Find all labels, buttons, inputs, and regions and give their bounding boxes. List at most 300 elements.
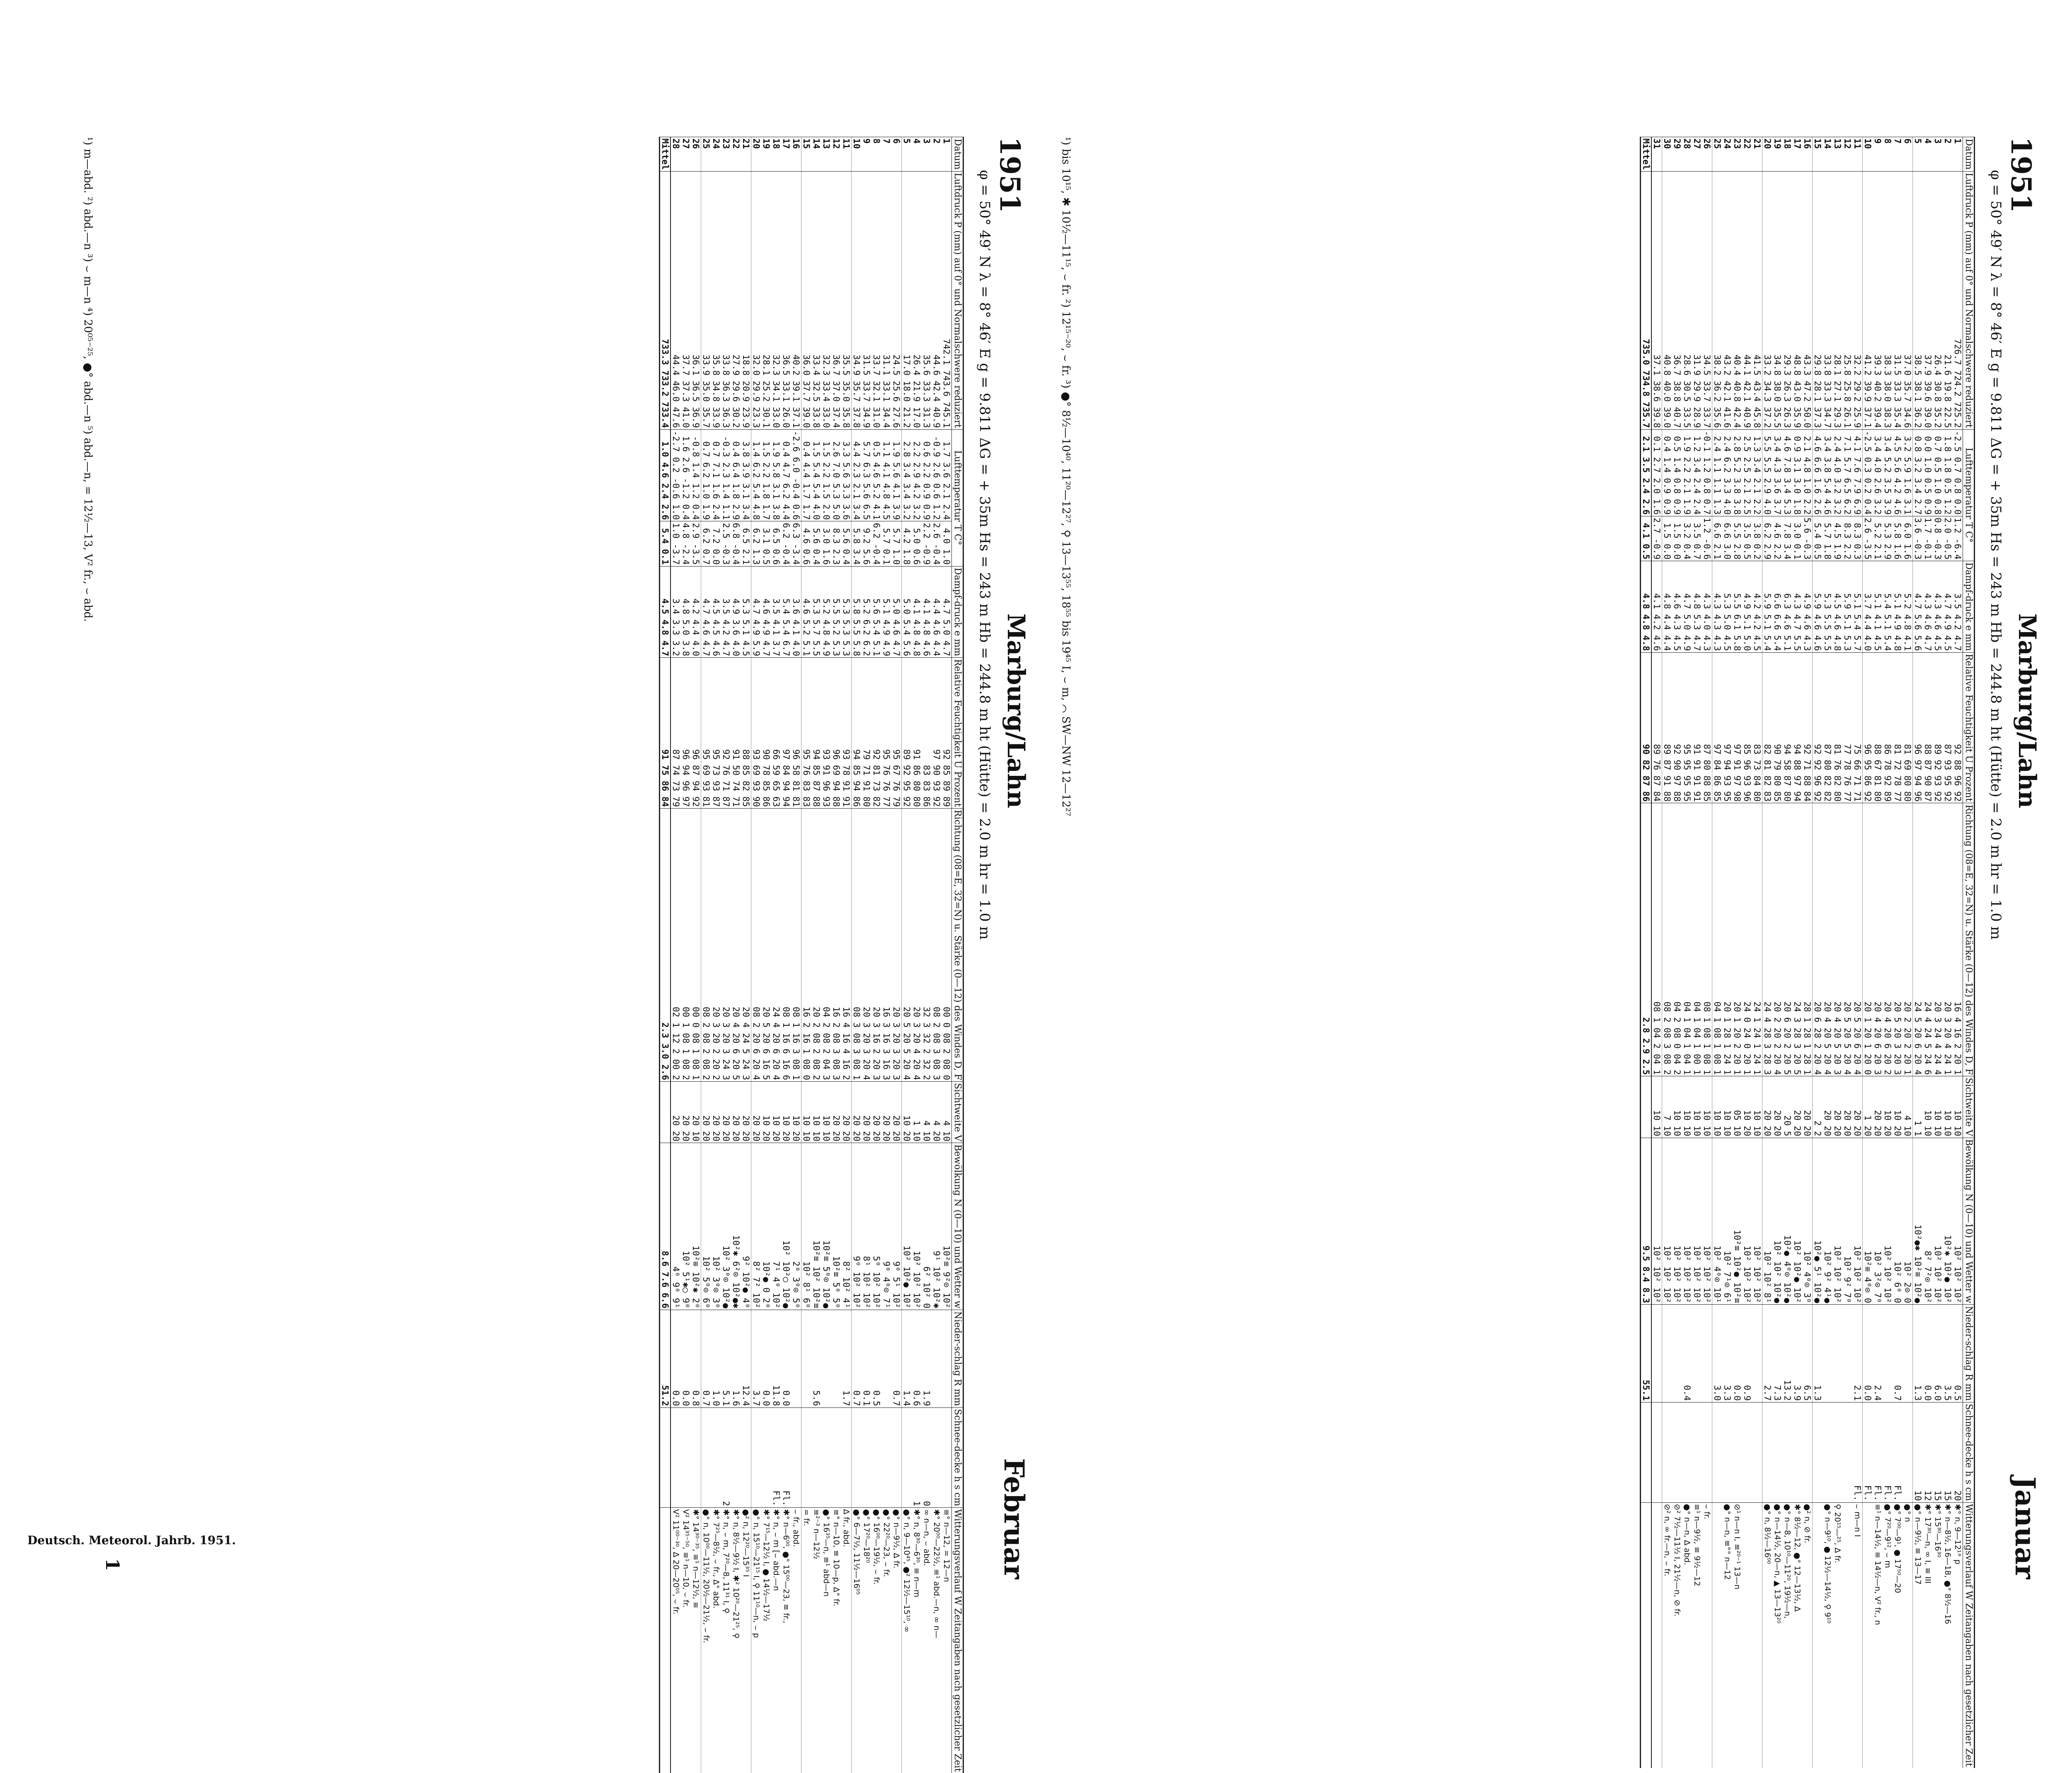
cell-v: 20 20	[711, 1082, 721, 1143]
column-header-c2: Luftdruck P (mm) auf 0° und Normalschwere reduziert	[1963, 171, 1975, 429]
cell-e: 3.6 4.1 4.0	[791, 566, 801, 658]
table-row	[1863, 137, 1873, 1768]
cell-wind: 00 0 08 2 08 0	[942, 808, 952, 1081]
month-block-januar	[1059, 137, 2045, 1579]
table-row	[1943, 137, 1953, 1768]
table-row	[1692, 137, 1702, 1768]
cell-w: ●° n—9½, ∆ fr.	[891, 1508, 902, 1773]
cell-n: 10² 7¹⊙ 6¹	[1722, 1138, 1732, 1305]
cell-p: 28.6 30.5 33.5	[1682, 171, 1692, 429]
cell-w: ✱° n—8½, 16—18, ●° 8½—16	[1943, 1502, 1953, 1768]
cell-e: 5.2 4.8 4.9	[821, 566, 831, 658]
cell-mx: 5.4 0.5	[1813, 516, 1823, 561]
cell-d: 3	[922, 137, 932, 172]
table-row	[741, 137, 751, 1773]
cell-r: 0.0	[681, 1310, 691, 1407]
mean-e: 4.8 4.8 4.8	[1641, 561, 1652, 652]
cell-t: 0.1 2.7 2.0 1.6	[1651, 429, 1662, 516]
cell-wind: 16 4 16 2 20 1	[1953, 803, 1963, 1076]
cell-mx: 8.3 2.2	[1842, 516, 1852, 561]
mean-r: 55.1	[1641, 1305, 1652, 1402]
cell-w: ≡²⁻³ n—12½	[811, 1508, 821, 1773]
cell-mx: 3.1 0.5	[761, 521, 771, 566]
cell-wind: 24 4 20 6 20 4	[771, 808, 781, 1081]
cell-p: 38.3 38.0 38.3	[1883, 171, 1893, 429]
cell-d: 9	[1873, 137, 1883, 172]
table-row	[1792, 137, 1802, 1768]
cell-t: -0.9 2.6 0.6 1.2	[932, 429, 942, 521]
cell-wind: 20 5 20 5 20 4	[1842, 803, 1852, 1076]
cell-u: 90 79 80 85	[1772, 652, 1782, 803]
cell-s	[902, 1407, 912, 1508]
cell-v: 20 20	[1802, 1076, 1813, 1138]
cell-wind: 20 6 20 2 20 5	[1782, 803, 1792, 1076]
cell-v: 4 10	[922, 1082, 932, 1143]
cell-p: 36.1 36.5 36.9	[691, 171, 701, 429]
cell-v: 10 20	[1883, 1076, 1893, 1138]
cell-wind: 08 1 04 2 04 1	[1651, 803, 1662, 1076]
cell-e: 4.8 5.0 3.8	[681, 566, 691, 658]
cell-w: ⊘² n, ∞ fr.—n, ⌣ fr.	[1662, 1502, 1673, 1768]
cell-p: 26.4 21.9 17.0	[912, 171, 922, 429]
cell-e: 4.3 4.6 4.7	[1923, 561, 1933, 652]
table-row	[1933, 137, 1943, 1768]
table-row	[1823, 137, 1832, 1768]
cell-e: 4.8 5.3 4.7	[1692, 561, 1702, 652]
cell-mx: 2.7 -0.9	[1651, 516, 1662, 561]
cell-e: 4.2 4.2 4.5	[1752, 561, 1762, 652]
observations-table	[1640, 137, 1975, 1768]
cell-u: 87 80 82 82	[1823, 652, 1832, 803]
year-label: 1951	[994, 137, 1026, 213]
cell-p: 36.7 37.0 37.4	[831, 171, 841, 429]
table-row	[871, 137, 881, 1773]
cell-u: 75 66 71 71	[1852, 652, 1863, 803]
cell-w: ●° 7⁰⁰—9¹, ● 17⁵⁰—20	[1893, 1502, 1903, 1768]
cell-wind: 20 6 28 2 20 4	[1813, 803, 1823, 1076]
cell-u: 92 92 96 92	[1813, 652, 1823, 803]
cell-d: 5	[902, 137, 912, 172]
cell-mx: 3.5 0.7	[1692, 516, 1702, 561]
cell-w: = fr.	[801, 1508, 812, 1773]
cell-w: ●° n—9½, ≡ 13—17	[1913, 1502, 1923, 1768]
cell-n: 10²● 0 2⁰	[761, 1143, 771, 1310]
cell-w: ●° 6—7½, 11½—16⁰⁵	[852, 1508, 862, 1773]
cell-wind: 08 1 08 1 08 1	[1702, 803, 1712, 1076]
mean-s	[1641, 1402, 1652, 1502]
cell-n: 10²●✱ 10²≡ 10²●	[1913, 1138, 1923, 1305]
cell-e: 5.3 5.0 4.5	[1722, 561, 1732, 652]
cell-t: 1.5 2.2 1.5 2.0	[821, 429, 831, 521]
column-header-c4: Dampf-druck e mm	[952, 566, 963, 658]
table-row	[1662, 137, 1673, 1768]
cell-r: 1.9	[922, 1310, 932, 1407]
cell-u: 92 81 73 82	[871, 658, 881, 809]
cell-wind: 20 1 28 1 24 1	[1722, 803, 1732, 1076]
cell-mx: 5.7 1.8	[1823, 516, 1832, 561]
cell-r	[821, 1310, 831, 1407]
cell-u: 94 58 87 80	[1782, 652, 1792, 803]
month-name: Januar	[2009, 1477, 2041, 1579]
cell-r: 0.9	[1742, 1305, 1752, 1402]
cell-s: Fl.	[1852, 1402, 1863, 1502]
cell-e: 5.9 5.1 5.3	[1842, 561, 1852, 652]
cell-n: 10²≡ 5⁰ 5⁰	[831, 1143, 841, 1310]
cell-mx: 6.2 -0.4	[871, 521, 881, 566]
cell-mx: 2.0 -0.5	[1943, 516, 1953, 561]
cell-v: 20 20	[1792, 1076, 1802, 1138]
cell-r: 2.7	[1762, 1305, 1773, 1402]
cell-r: 1.3	[1913, 1305, 1923, 1402]
cell-d: 25	[701, 137, 712, 172]
mean-t: 2.1 3.5 2.4 2.6	[1641, 429, 1652, 516]
cell-e: 5.0 4.6 4.7	[891, 566, 902, 658]
cell-d: 24	[711, 137, 721, 172]
table-row	[1782, 137, 1792, 1768]
cell-wind: 08 2 08 3 08 2	[1662, 803, 1673, 1076]
cell-mx: 2.9 -3.5	[691, 521, 701, 566]
cell-u: 81 69 80 80	[1903, 652, 1913, 803]
cell-n: 9⁰ 10² 10²	[852, 1143, 862, 1310]
cell-d: 21	[1752, 137, 1762, 172]
cell-mx: 1.7 -0.1	[1923, 516, 1933, 561]
cell-v: 20 20	[881, 1082, 891, 1143]
cell-t: 3.8 3.9 3.1 3.4	[741, 429, 751, 521]
cell-e: 4.1 4.8 4.6	[922, 566, 932, 658]
cell-u: 92 71 88 84	[1802, 652, 1813, 803]
cell-d: 4	[912, 137, 922, 172]
cell-r	[1752, 1305, 1762, 1402]
column-header-c9: Nieder-schlag R mm	[1963, 1305, 1975, 1402]
cell-s: 12	[1923, 1402, 1933, 1502]
cell-w: ∞ n—n, ⌣ abd.	[922, 1508, 932, 1773]
cell-n: 10² 10² 10²	[912, 1143, 922, 1310]
cell-t: 2.4 4.0 3.2 3.2	[1832, 429, 1842, 516]
cell-w: ●° n—9¹⁰, ● 12½—14½, ⚲ 9¹⁰	[1823, 1502, 1832, 1768]
cell-n: 9¹ 10² 10²✱	[932, 1143, 942, 1310]
table-row	[751, 137, 762, 1773]
cell-d: 20	[1762, 137, 1773, 172]
cell-p: 28.1 27.1 29.3	[1832, 171, 1842, 429]
cell-mx: 8.3 0.3	[1852, 516, 1863, 561]
cell-e: 4.7 5.6 5.6	[1913, 561, 1923, 652]
cell-t: 1.2 3.4 2.4 2.4	[1692, 429, 1702, 516]
cell-p: 37.0 35.7 34.6	[1903, 171, 1913, 429]
cell-n: 10² 6⁰ 0	[1893, 1138, 1903, 1305]
cell-p: 41.5 43.4 45.8	[1752, 171, 1762, 429]
cell-r: 2.4	[1873, 1305, 1883, 1402]
cell-v: 4 20	[932, 1082, 942, 1143]
cell-n: 10² 10²● 10²	[902, 1143, 912, 1310]
cell-r: 2.1	[1852, 1305, 1863, 1402]
cell-t: -2.7 0.2 -0.6 1.0	[670, 429, 681, 521]
table-row	[1923, 137, 1933, 1768]
cell-u: 81 76 82 80	[1832, 652, 1842, 803]
cell-n: 10²● 4⁰⊙ 10²●	[1782, 1138, 1792, 1305]
cell-u: 88 85 82 85	[741, 658, 751, 809]
cell-p: 28.1 25.2 30.1	[761, 171, 771, 429]
table-row	[841, 137, 852, 1773]
cell-u: 95 69 93 81	[701, 658, 712, 809]
cell-e: 4.4 4.6 4.4	[932, 566, 942, 658]
cell-v: 2 2	[1813, 1076, 1823, 1138]
cell-mx: 2.5 -0.3	[721, 521, 731, 566]
cell-v: 20 20	[1823, 1076, 1832, 1138]
table-row	[1873, 137, 1883, 1768]
cell-e: 4.5 4.6 4.8	[1832, 561, 1842, 652]
cell-w: ✱° 7²⁵—8½, ⌣ fr., ∆° abd.	[711, 1508, 721, 1773]
cell-n: 10² 3⁰⊙ 10²●	[721, 1143, 731, 1310]
cell-d: 2	[1943, 137, 1953, 172]
cell-n: 8² 7²⊙ 10²	[1923, 1138, 1933, 1305]
cell-v: 20 20	[751, 1082, 762, 1143]
mean-u: 90 82 87 86	[1641, 652, 1652, 803]
cell-mx: 5.8 1.6	[1893, 516, 1903, 561]
cell-e: 4.9 5.1 5.0	[1742, 561, 1752, 652]
mean-mx: 4.1 0.5	[1641, 516, 1652, 561]
cell-n: 10² 10² 10²	[1933, 1138, 1943, 1305]
cell-wind: 16 2 16 1 08 0	[801, 808, 812, 1081]
cell-e: 5.1 4.9 4.8	[1893, 561, 1903, 652]
cell-mx: 5.0 0.6	[912, 521, 922, 566]
cell-t: 1.4 6.2 5.4 4.8	[751, 429, 762, 521]
cell-t: 3.4 5.2 3.5 3.9	[1883, 429, 1893, 516]
cell-d: 31	[1651, 137, 1662, 172]
cell-t: 0.7 6.2 1.0 1.9	[701, 429, 712, 521]
cell-v: 20 20	[1772, 1076, 1782, 1138]
cell-v: 20 20	[862, 1082, 871, 1143]
column-header-c8: Bewölkung N (0—10) und Wetter w	[1963, 1138, 1975, 1305]
table-row	[821, 137, 831, 1773]
cell-w: ✱° 17³⁰—n, ∞ I, ≡ III	[1923, 1502, 1933, 1768]
cell-w: ●° n, 15¹⁰—21¹⁵ I, ⚲ 11¹⁰—n, ⌣ p	[751, 1508, 762, 1773]
cell-d: 25	[1712, 137, 1723, 172]
cell-mx: 2.6 -0.4	[932, 521, 942, 566]
cell-t: 4.6 6.6 1.6 2.6	[1813, 429, 1823, 516]
cell-v: 10 10	[1651, 1076, 1662, 1138]
column-header-c1: Datum	[952, 137, 963, 172]
table-row	[1651, 137, 1662, 1768]
cell-v: 10 10	[1672, 1076, 1682, 1138]
cell-w: ⌣ fr., abd.	[791, 1508, 801, 1773]
cell-t: 7.1 5.7 6.5 6.2	[1842, 429, 1852, 516]
cell-n: 10² 4⁰⊙ 10¹	[1712, 1138, 1723, 1305]
cell-v: 10 10	[1682, 1076, 1692, 1138]
cell-mx: 4.0 1.0	[942, 521, 952, 566]
cell-w: V² 11⁰⁰⁻³⁰, ∆ 20—20⁰⁵, ⌣ fr.	[670, 1508, 681, 1773]
cell-s: Fl.	[1863, 1402, 1873, 1502]
cell-t: 5.5 5.5 2.9 4.0	[1762, 429, 1773, 516]
table-row	[862, 137, 871, 1773]
cell-wind: 08 1 16 3 08 1	[791, 808, 801, 1081]
cell-d: 15	[1813, 137, 1823, 172]
cell-p: 43.2 42.1 41.6	[1722, 171, 1732, 429]
cell-v: 20 20	[871, 1082, 881, 1143]
cell-t: 0.4 6.4 1.8 2.9	[731, 429, 741, 521]
cell-n: 7¹ 4⁰ 10²	[771, 1143, 781, 1310]
cell-w: ●° n—n, ∆ abd.	[1682, 1502, 1692, 1768]
cell-u: 85 96 93 96	[1742, 652, 1752, 803]
table-row	[1772, 137, 1782, 1768]
cell-r	[1842, 1305, 1852, 1402]
cell-u: 96 94 96 97	[681, 658, 691, 809]
cell-w: ⚲ 20¹⁵—²⁵, ∆ fr.	[1832, 1502, 1842, 1768]
mean-label: Mittel	[1641, 137, 1652, 172]
cell-d: 24	[1722, 137, 1732, 172]
cell-n: 2⁰ 3⁰⊙ 5⁰	[791, 1143, 801, 1310]
cell-r: 0.0	[670, 1310, 681, 1407]
cell-mx: 1.5 0.0	[1672, 516, 1682, 561]
cell-p: 26.4 30.8 35.2	[1933, 171, 1943, 429]
cell-d: 10	[852, 137, 862, 172]
cell-n: 10² 10² 10²	[1883, 1138, 1893, 1305]
table-row	[681, 137, 691, 1773]
cell-n: 10² 10² 10²	[1702, 1138, 1712, 1305]
cell-p: 31.5 33.3 35.4	[1893, 171, 1903, 429]
cell-t: 0.5 1.4 0.8 0.9	[1672, 429, 1682, 516]
cell-w: ●° n, 10⁰⁰—11½, 20½—21½, ⌣ fr.	[701, 1508, 712, 1773]
cell-e: 4.6 4.3 4.5	[1672, 561, 1682, 652]
cell-wind: 08 2 20 6 20 4	[751, 808, 762, 1081]
cell-n: 10² 10² 10²	[1752, 1138, 1762, 1305]
cell-wind: 20 4 20 6 20 5	[731, 808, 741, 1081]
cell-u: 89 87 91 88	[1662, 652, 1673, 803]
cell-s	[932, 1407, 942, 1508]
cell-wind: 20 2 20 2 20 4	[1772, 803, 1782, 1076]
cell-mx: 5.6 0.4	[811, 521, 821, 566]
cell-t: 4.6 7.8 3.4 5.3	[1782, 429, 1792, 516]
cell-d: 16	[791, 137, 801, 172]
cell-r	[1832, 1305, 1842, 1402]
cell-w: ✱° n, ⌣ m, 7²⁰—8, 11³¹ I, ⚲	[721, 1508, 731, 1773]
cell-d: 30	[1662, 137, 1673, 172]
cell-w: ✱° n, 9—12¹° p	[1953, 1502, 1963, 1768]
cell-s: 20	[1953, 1402, 1963, 1502]
cell-u: 96 87 94 92	[691, 658, 701, 809]
cell-t: 1.9 2.2 2.1 1.9	[1682, 429, 1692, 516]
cell-r: 13.2	[1782, 1305, 1792, 1402]
cell-e: 4.2 4.4 4.0	[691, 566, 701, 658]
cell-n: 10² 5⁰⊙ 6⁰	[701, 1143, 712, 1310]
cell-s	[701, 1407, 712, 1508]
cell-d: 17	[781, 137, 791, 172]
cell-p: 33.7 32.1 31.0	[871, 171, 881, 429]
cell-p: 18.8 20.9 23.9	[741, 171, 751, 429]
table-row	[922, 137, 932, 1773]
cell-d: 12	[831, 137, 841, 172]
cell-u: 97 94 93 95	[1722, 652, 1732, 803]
cell-p: 39.3 40.2 39.4	[1873, 171, 1883, 429]
table-row	[761, 137, 771, 1773]
cell-mx: 6.0 1.6	[1903, 516, 1913, 561]
cell-mx: 6.2 2.9	[1762, 516, 1773, 561]
cell-n: 10² 10² 10²	[1953, 1138, 1963, 1305]
month-block-februar	[81, 137, 1034, 1579]
cell-n: 10² 4⁰⊙ 3⁰	[1802, 1138, 1813, 1305]
cell-s	[1813, 1402, 1823, 1502]
footnotes: ¹) bis 10¹⁵, ✱ 10½—11¹⁵, ⌣ fr. ²) 12¹⁵⁻²⁰, ⌣ fr. ³) ●° 8½—10⁴⁰, 11²⁰—12²⁷, ⚲ 13—13⁵⁵, 18⁵⁵ bis 19⁴⁵ I, ⌣ m, ⌒ SW—NW 12—12²⁷	[1059, 137, 1072, 816]
cell-t: 4.4 2.3 2.1 3.4	[852, 429, 862, 521]
cell-d: 20	[751, 137, 762, 172]
cell-d: 13	[821, 137, 831, 172]
cell-r: 0.7	[852, 1310, 862, 1407]
cell-v: 1 10	[912, 1082, 922, 1143]
cell-t: 0.5 4.6 5.2 4.1	[871, 429, 881, 521]
cell-u: 97 84 94 94	[781, 658, 791, 809]
table-row	[781, 137, 791, 1773]
cell-e: 5.5 5.2 5.3	[831, 566, 841, 658]
cell-u: 92 85 89 89	[942, 658, 952, 809]
table-row	[791, 137, 801, 1773]
cell-u: 92 90 97 88	[1672, 652, 1682, 803]
cell-u: 93 78 91 91	[841, 658, 852, 809]
cell-t: -0.8 1.4 1.2 0.4	[691, 429, 701, 521]
cell-mx: 3.8 0.2	[1752, 516, 1762, 561]
cell-e: 4.7 5.0 4.9	[1682, 561, 1692, 652]
cell-r: 1.7	[841, 1310, 852, 1407]
cell-p: 31.9 29.9 28.9	[1692, 171, 1702, 429]
cell-t: 0.4 1.4 0.9 0.9	[1662, 429, 1673, 516]
cell-w: ●° n, 9—10⁴⁵, ●² 12½—15¹⁰, ∞	[902, 1508, 912, 1773]
cell-s: Fl.	[1873, 1402, 1883, 1502]
cell-u: 94 88 97 94	[1792, 652, 1802, 803]
column-header-c3: Lufttemperatur T C°	[1963, 429, 1975, 561]
cell-w: ⊘² 7½—11½ I, 21½—n, ⊘ fr.	[1672, 1502, 1682, 1768]
cell-e: 4.7 4.6 4.7	[701, 566, 712, 658]
cell-p: 40.2 39.1 37.1	[791, 171, 801, 429]
cell-w: ⌣ fr.	[1702, 1502, 1712, 1768]
table-row	[771, 137, 781, 1773]
cell-mx: 0.8 -0.3	[1933, 516, 1943, 561]
cell-d: 7	[1893, 137, 1903, 172]
cell-e: 5.2 6.2 6.2	[862, 566, 871, 658]
cell-u: 91 50 74 71	[731, 658, 741, 809]
cell-d: 9	[862, 137, 871, 172]
cell-v: 10 10	[821, 1082, 831, 1143]
column-header-c7: Sichtweite V	[952, 1082, 963, 1143]
cell-p: 25.8 25.8 26.1	[1842, 171, 1852, 429]
cell-u: 95 67 76 79	[891, 658, 902, 809]
cell-t: 4.5 5.6 4.2 4.6	[1893, 429, 1903, 516]
mean-mx: 5.4 0.1	[660, 521, 671, 566]
cell-e: 5.2 4.8 4.1	[1903, 561, 1913, 652]
table-row	[1913, 137, 1923, 1768]
cell-s: Fl.	[1893, 1402, 1903, 1502]
cell-s: Fl.	[781, 1407, 791, 1508]
table-row	[1732, 137, 1742, 1768]
cell-v: 20 20	[1832, 1076, 1842, 1138]
cell-r: 0.0	[781, 1310, 791, 1407]
cell-mx: 4.8 -2.4	[681, 521, 691, 566]
cell-n: 10² 10² 10²	[1662, 1138, 1673, 1305]
cell-e: 4.9 4.6 4.3	[1802, 561, 1813, 652]
cell-e: 4.7 4.9 5.9	[751, 566, 762, 658]
column-header-c6: Richtung (08=E, 32=N) u. Stärke (0—12) des Windes D, F	[1963, 803, 1975, 1076]
table-row	[1762, 137, 1773, 1768]
cell-r: 0.1	[862, 1310, 871, 1407]
cell-wind: 00 1 08 1 08 2	[681, 808, 691, 1081]
cell-d: 17	[1792, 137, 1802, 172]
cell-e: 5.6 5.4 5.1	[871, 566, 881, 658]
cell-r: 3.9	[1792, 1305, 1802, 1402]
mean-w	[660, 1508, 671, 1773]
cell-r	[1651, 1305, 1662, 1402]
year-label: 1951	[2005, 137, 2037, 213]
mean-w	[1641, 1502, 1652, 1768]
cell-w: ●° n—n, ≡°° n—12	[1722, 1502, 1732, 1768]
cell-d: 7	[881, 137, 891, 172]
cell-wind: 04 1 04 1 04 1	[1682, 803, 1692, 1076]
